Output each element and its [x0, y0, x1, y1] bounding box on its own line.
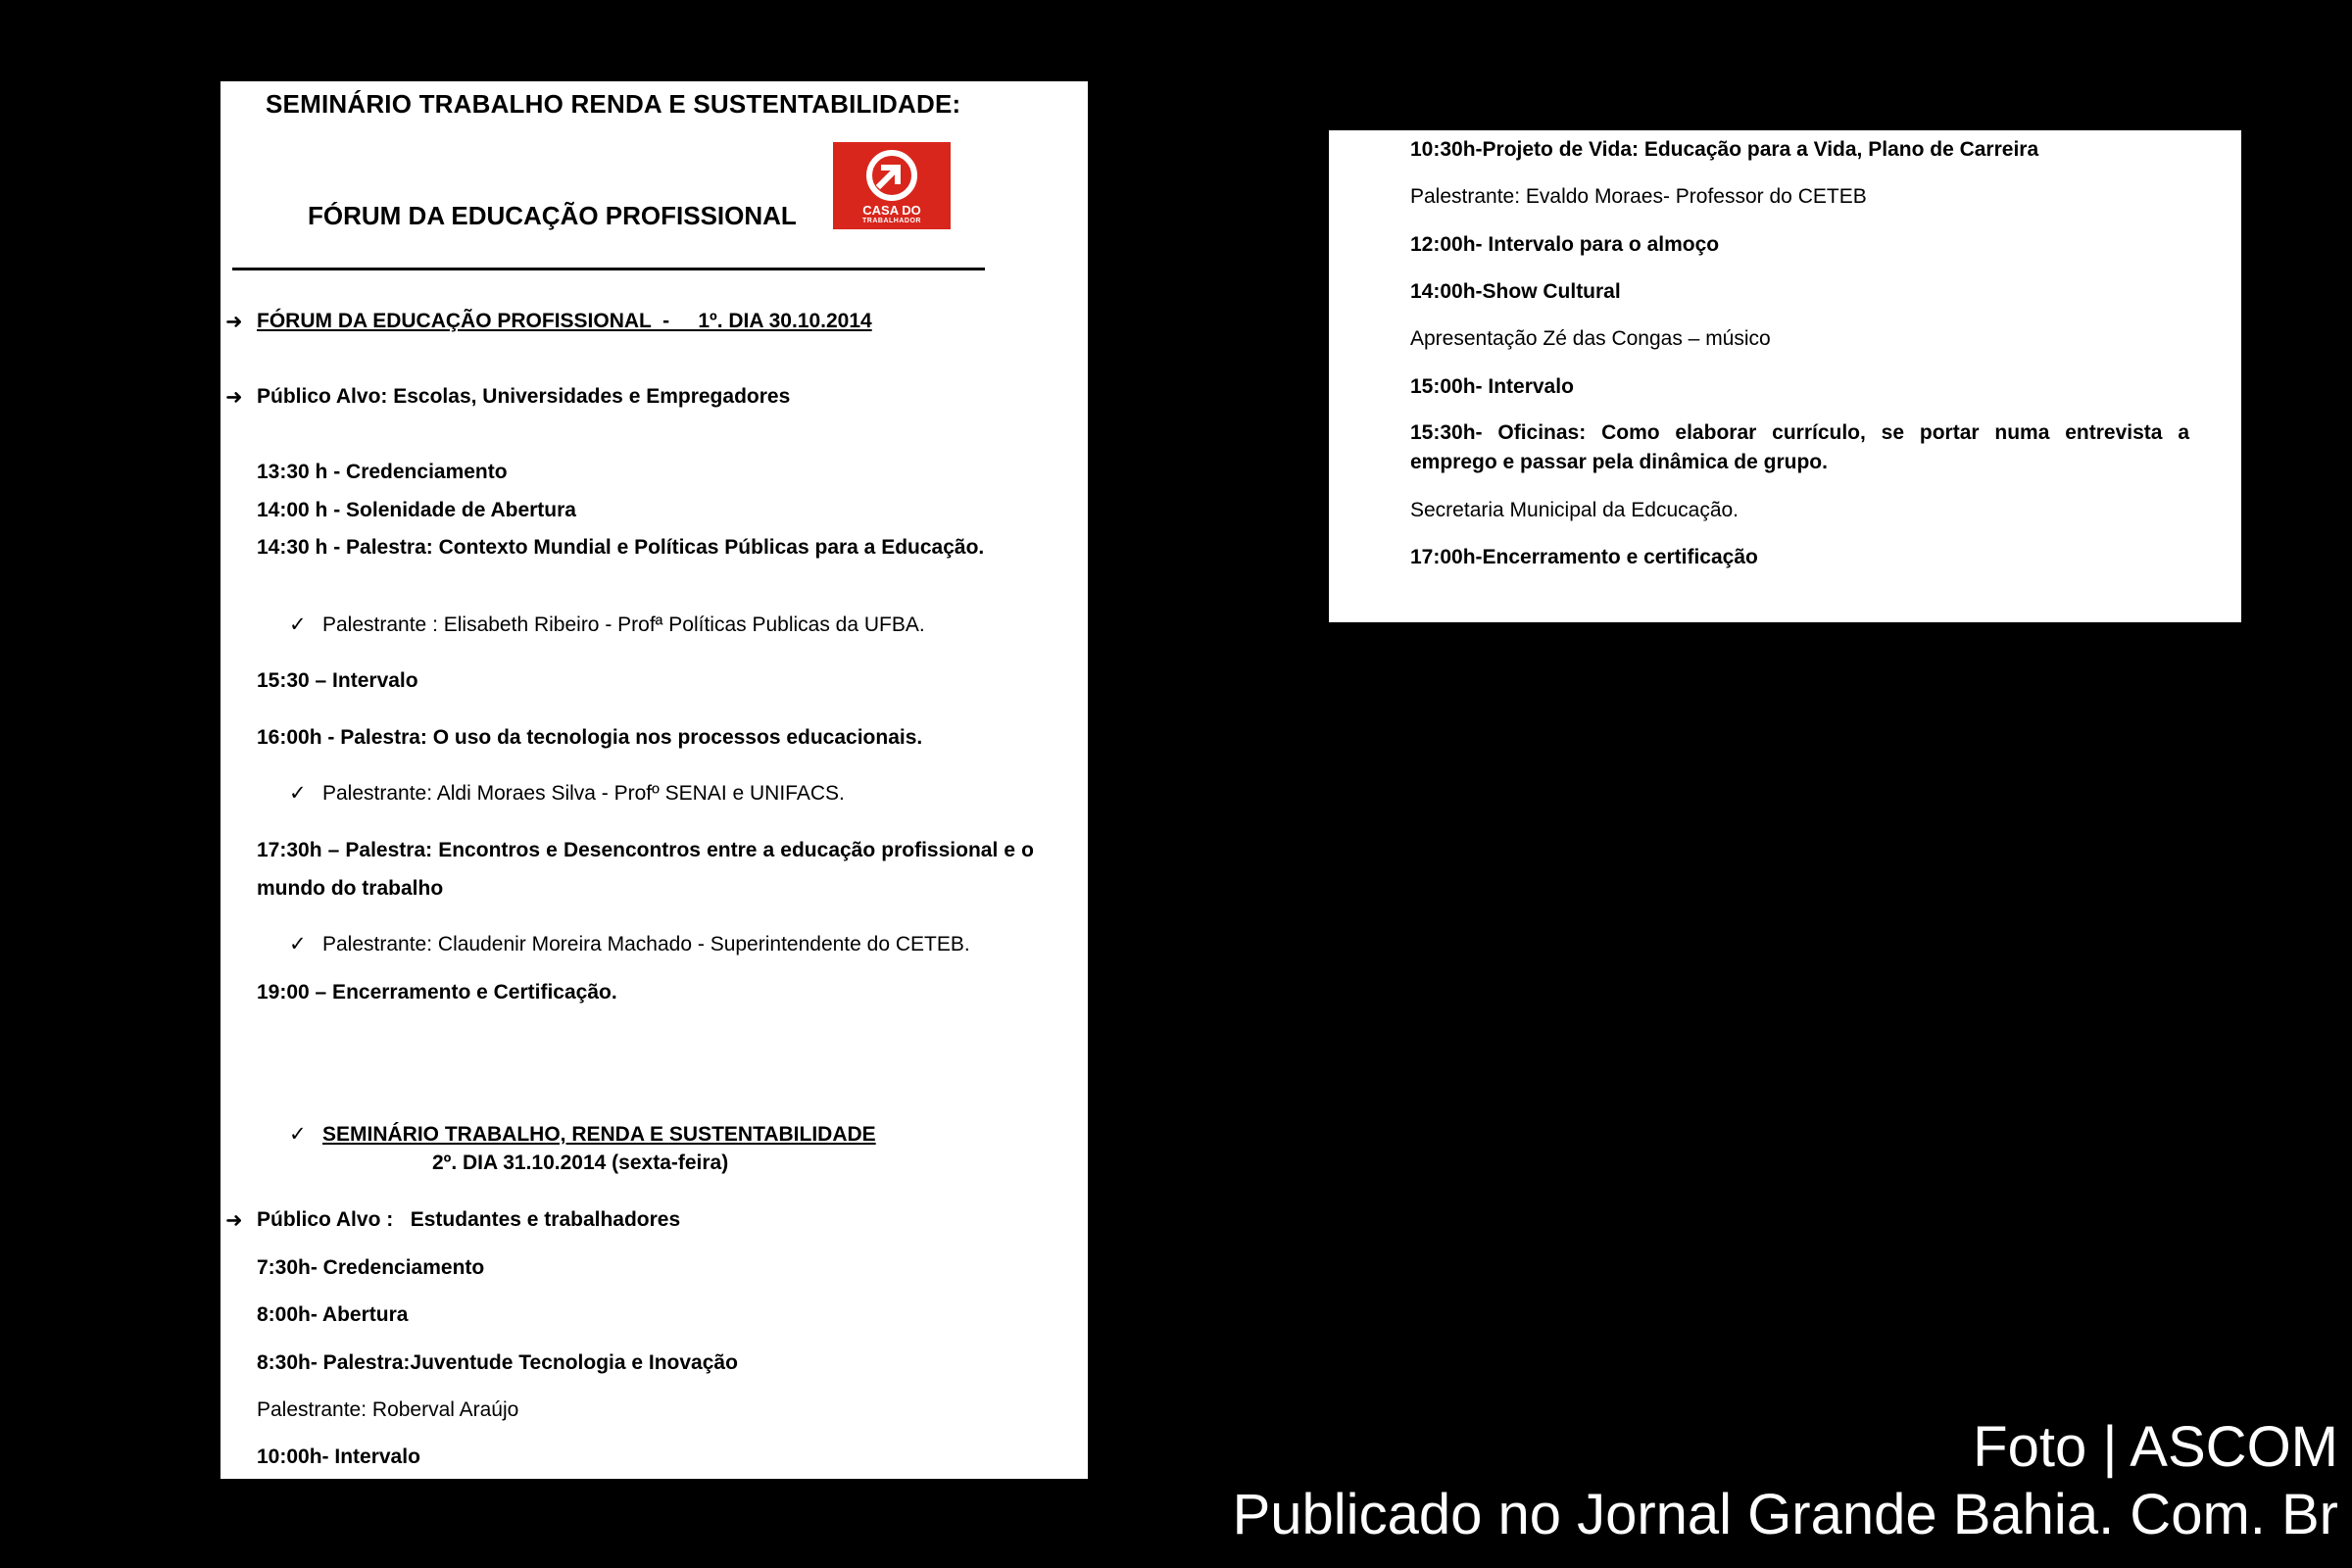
- logo-arrow-icon: [855, 148, 929, 205]
- palestrante-evaldo: Palestrante: Evaldo Moraes- Professor do CETEB: [1410, 185, 1867, 208]
- check-mark-icon: ✓: [289, 1123, 307, 1146]
- casa-do-trabalhador-logo: [833, 142, 951, 229]
- schedule-intervalo: 15:30 – Intervalo: [257, 669, 418, 692]
- document-page-1: [220, 81, 1088, 1479]
- photo-credit: Foto | ASCOM: [1973, 1415, 2338, 1479]
- audience-day2: Público Alvo : Estudantes e trabalhadores: [257, 1208, 681, 1231]
- document-title: SEMINÁRIO TRABALHO RENDA E SUSTENTABILIDADE:: [266, 89, 961, 119]
- schedule-intervalo-2: 15:00h- Intervalo: [1410, 375, 1574, 398]
- schedule-oficinas: 15:30h- Oficinas: Como elaborar currículo, se portar numa entrevista a emprego e passar pela dinâmica de grupo.: [1410, 421, 2189, 473]
- day2-palestrante: Palestrante: Roberval Araújo: [257, 1398, 519, 1421]
- day2-date: 2º. DIA 31.10.2014 (sexta-feira): [432, 1152, 729, 1174]
- palestrante-1: Palestrante : Elisabeth Ribeiro - Profª Políticas Publicas da UFBA.: [322, 613, 925, 636]
- check-mark-icon: ✓: [289, 613, 307, 636]
- arrow-right-icon: ➜: [225, 311, 243, 333]
- document-page-2: [1329, 130, 2241, 622]
- forum-heading: FÓRUM DA EDUCAÇÃO PROFISSIONAL: [308, 201, 797, 230]
- schedule-encerramento-2: 17:00h-Encerramento e certificação: [1410, 546, 1758, 568]
- schedule-abertura: 14:00 h - Solenidade de Abertura: [257, 499, 576, 521]
- day2-palestra: 8:30h- Palestra:Juventude Tecnologia e Inovação: [257, 1351, 738, 1374]
- day2-abertura: 8:00h- Abertura: [257, 1303, 409, 1326]
- check-mark-icon: ✓: [289, 933, 307, 956]
- audience-day1: Público Alvo: Escolas, Universidades e Empregadores: [257, 385, 791, 408]
- schedule-almoco: 12:00h- Intervalo para o almoço: [1410, 233, 1720, 256]
- header-divider: [232, 268, 985, 270]
- arrow-right-icon: ➜: [225, 1209, 243, 1232]
- schedule-palestra-1: 14:30 h - Palestra: Contexto Mundial e Políticas Públicas para a Educação.: [257, 536, 985, 559]
- schedule-projeto-de-vida: 10:30h-Projeto de Vida: Educação para a Vida, Plano de Carreira: [1410, 138, 2039, 161]
- schedule-encerramento: 19:00 – Encerramento e Certificação.: [257, 981, 617, 1004]
- day2-intervalo: 10:00h- Intervalo: [257, 1446, 420, 1468]
- palestrante-3: Palestrante: Claudenir Moreira Machado - Superintendente do CETEB.: [322, 933, 970, 956]
- palestrante-2: Palestrante: Aldi Moraes Silva - Profº SENAI e UNIFACS.: [322, 782, 845, 805]
- logo-text: CASA DO TRABALHADOR: [862, 203, 921, 224]
- day2-credenciamento: 7:30h- Credenciamento: [257, 1256, 485, 1279]
- day2-heading: SEMINÁRIO TRABALHO, RENDA E SUSTENTABILIDADE: [322, 1123, 876, 1146]
- schedule-palestra-3: 17:30h – Palestra: Encontros e Desencontros entre a educação profissional e o mundo do trabalho: [257, 839, 1034, 900]
- check-mark-icon: ✓: [289, 782, 307, 805]
- schedule-show-cultural: 14:00h-Show Cultural: [1410, 280, 1621, 303]
- arrow-right-icon: ➜: [225, 386, 243, 409]
- secretaria-text: Secretaria Municipal da Edcucação.: [1410, 499, 1740, 521]
- apresentacao-text: Apresentação Zé das Congas – músico: [1410, 327, 1771, 350]
- publication-credit: Publicado no Jornal Grande Bahia. Com. Br: [1232, 1483, 2338, 1546]
- schedule-palestra-2: 16:00h - Palestra: O uso da tecnologia nos processos educacionais.: [257, 726, 923, 749]
- day1-heading: FÓRUM DA EDUCAÇÃO PROFISSIONAL - 1º. DIA 30.10.2014: [257, 310, 872, 332]
- schedule-credenciamento: 13:30 h - Credenciamento: [257, 461, 508, 483]
